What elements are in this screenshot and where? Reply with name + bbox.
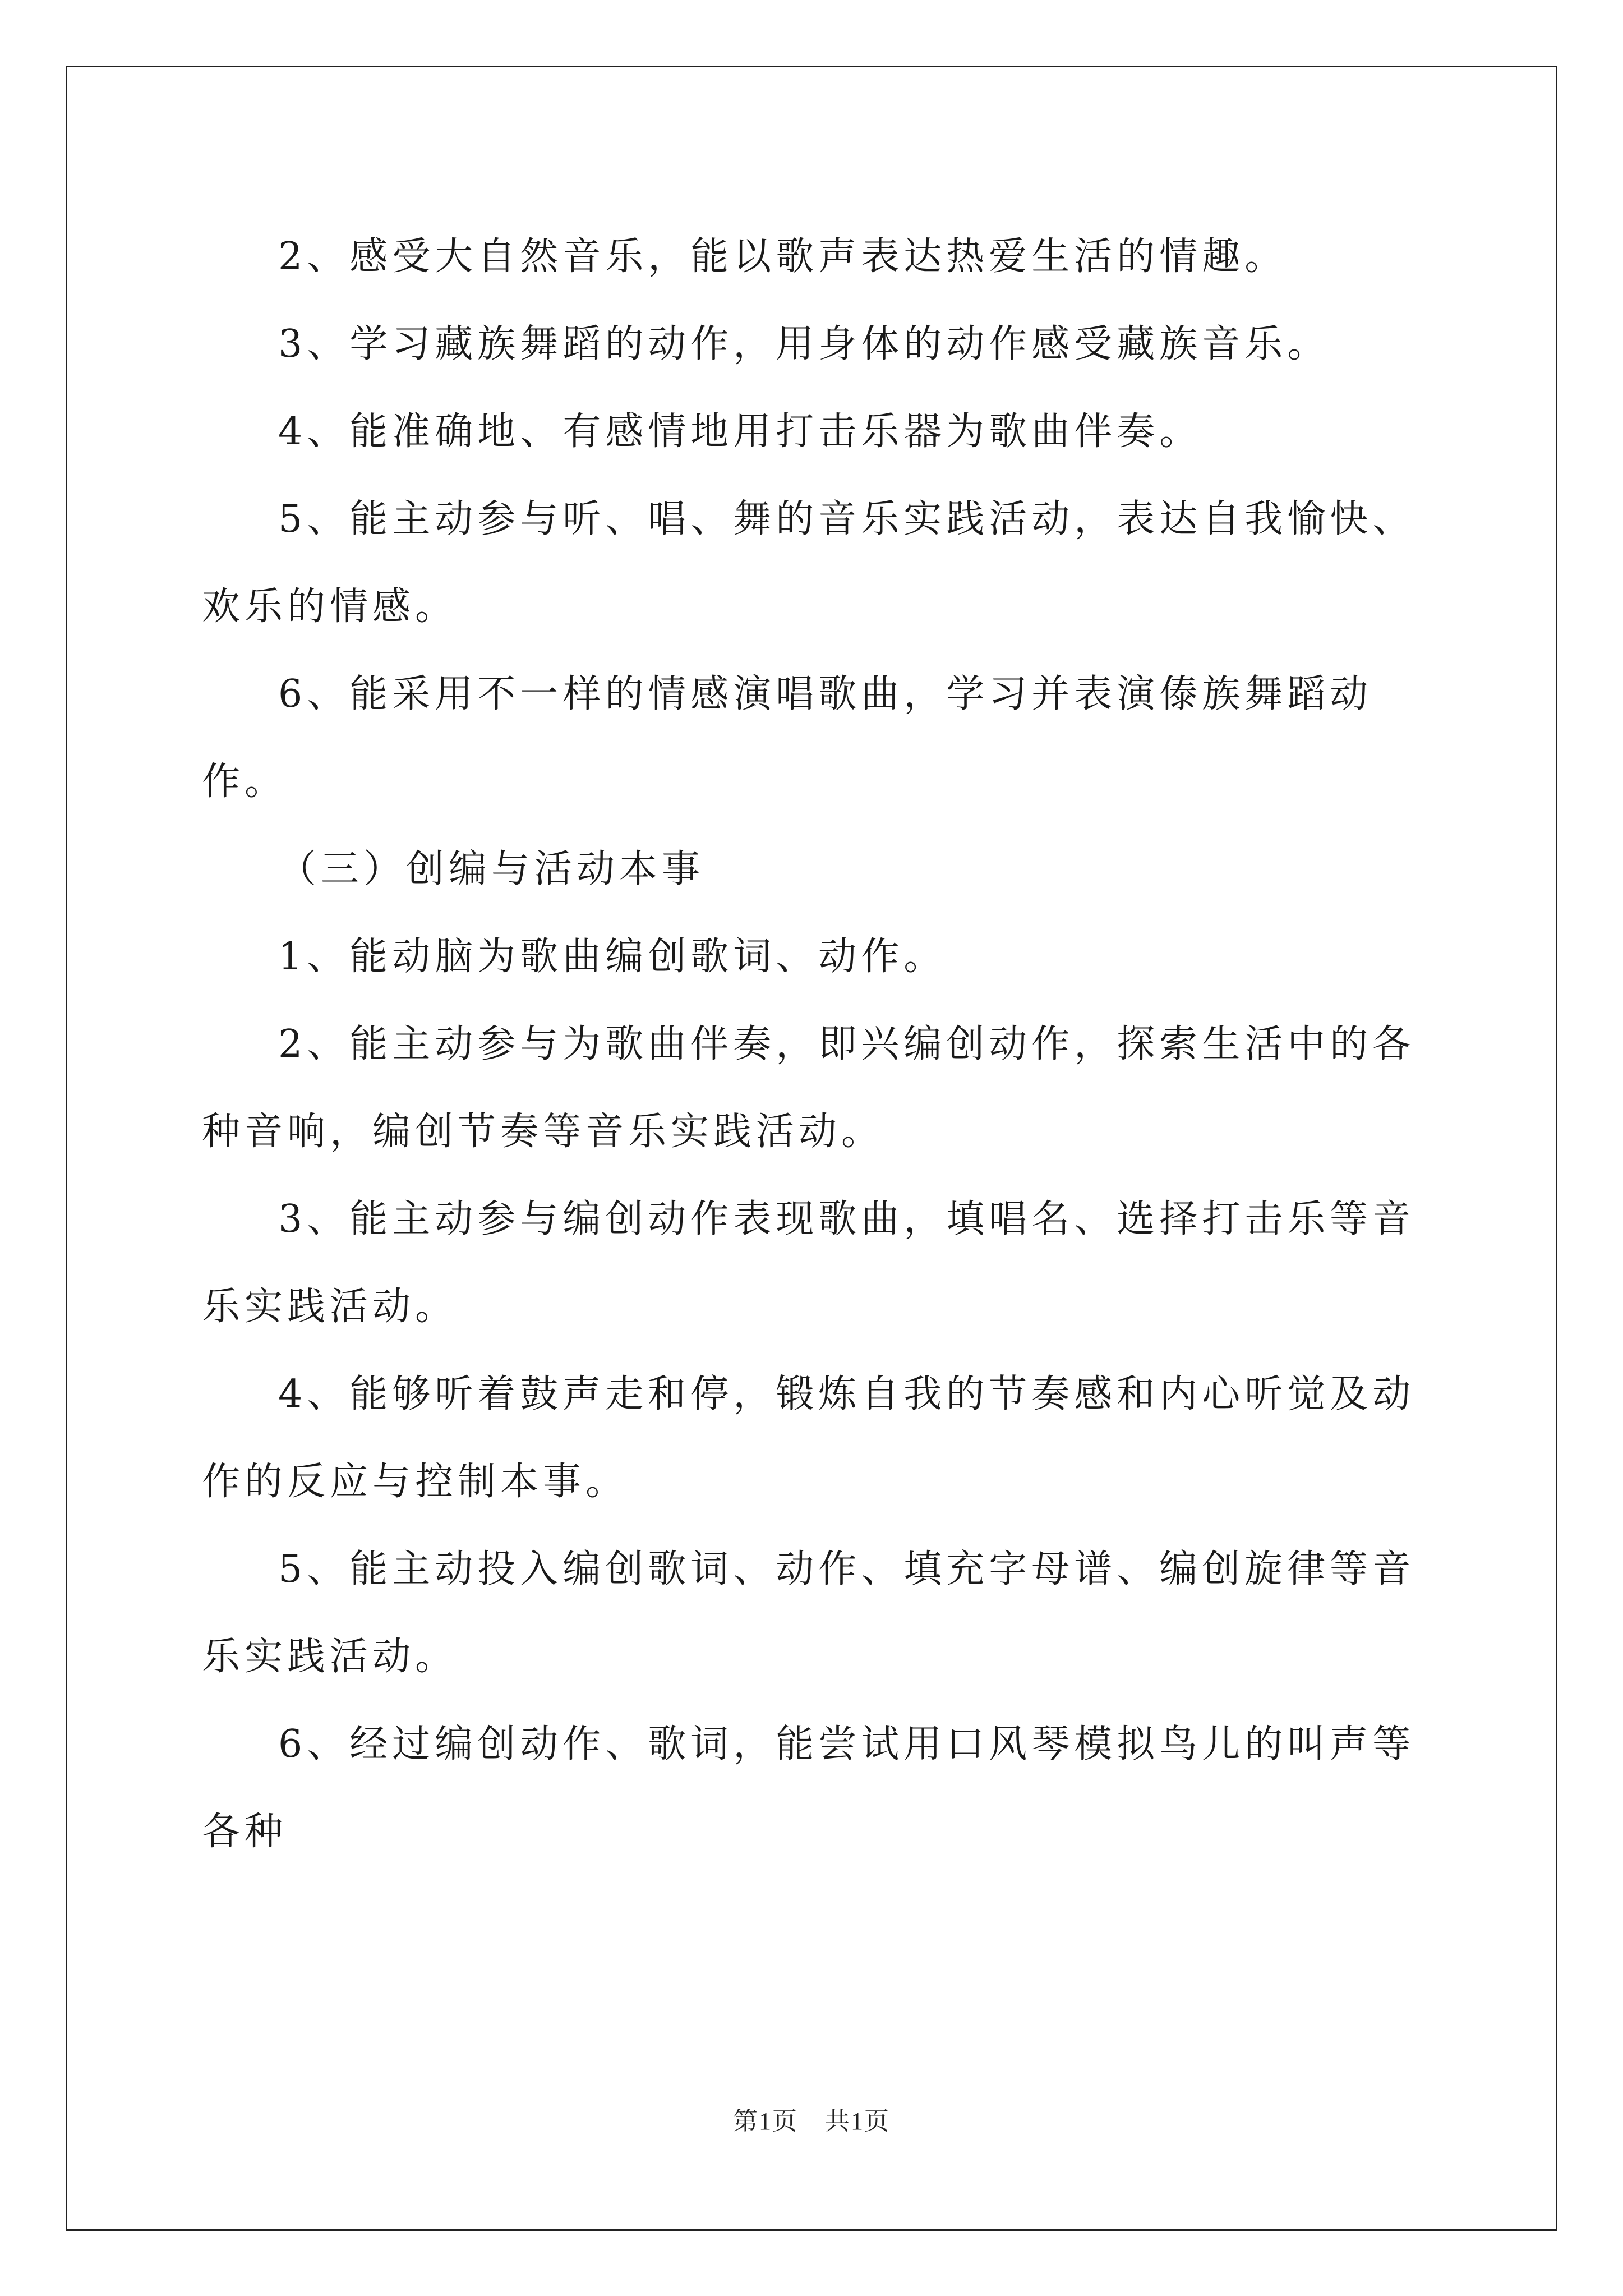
paragraph: 3、学习藏族舞蹈的动作，用身体的动作感受藏族音乐。 bbox=[278, 322, 1330, 366]
paragraph: 1、能动脑为歌曲编创歌词、动作。 bbox=[278, 935, 947, 979]
paragraph: 6、经过编创动作、歌词，能尝试用口风琴模拟鸟儿的叫声等各种 bbox=[202, 1722, 1415, 1854]
paragraph: 5、能主动投入编创歌词、动作、填充字母谱、编创旋律等音乐实践活动。 bbox=[202, 1547, 1415, 1679]
paragraph: 3、能主动参与编创动作表现歌曲，填唱名、选择打击乐等音乐实践活动。 bbox=[202, 1197, 1415, 1329]
paragraph: 5、能主动参与听、唱、舞的音乐实践活动，表达自我愉快、欢乐的情感。 bbox=[202, 497, 1415, 629]
paragraph: 2、能主动参与为歌曲伴奏，即兴编创动作，探索生活中的各种音响，编创节奏等音乐实践活动。 bbox=[202, 1022, 1415, 1154]
section-heading: （三）创编与活动本事 bbox=[278, 847, 705, 891]
page-total: 共1页 bbox=[825, 2108, 890, 2135]
paragraph: 4、能准确地、有感情地用打击乐器为歌曲伴奏。 bbox=[278, 409, 1202, 454]
document-body bbox=[202, 213, 1436, 1876]
paragraph: 2、感受大自然音乐，能以歌声表达热爱生活的情趣。 bbox=[278, 234, 1288, 279]
page-number: 第1页 bbox=[733, 2108, 798, 2135]
paragraph: 6、能采用不一样的情感演唱歌曲，学习并表演傣族舞蹈动作。 bbox=[202, 672, 1373, 804]
page-footer bbox=[0, 2101, 1623, 2137]
paragraph: 4、能够听着鼓声走和停，锻炼自我的节奏感和内心听觉及动作的反应与控制本事。 bbox=[202, 1372, 1415, 1504]
